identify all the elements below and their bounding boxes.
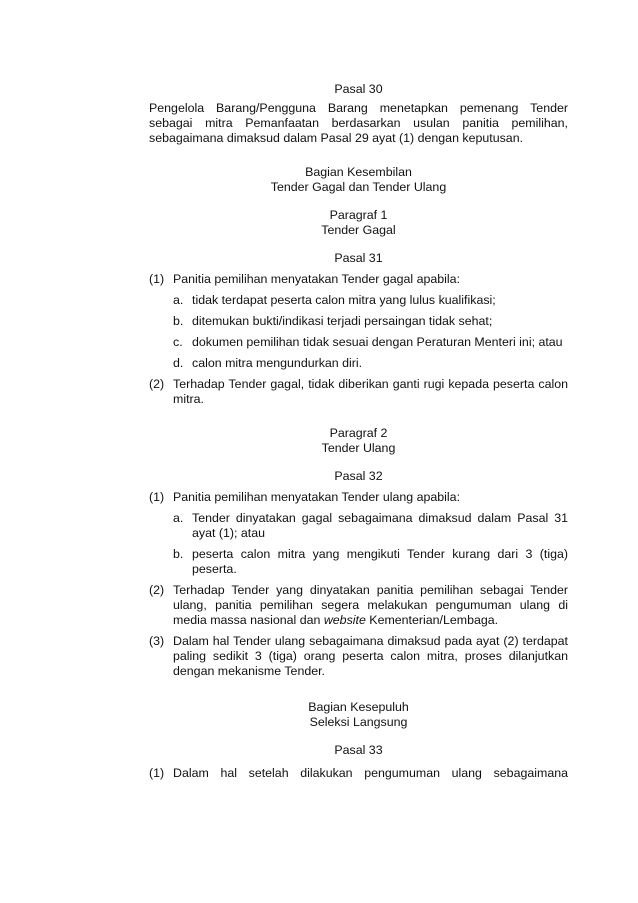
item-text: Panitia pemilihan menyatakan Tender ulang apabila:	[173, 490, 461, 504]
pasal-31-heading: Pasal 31	[334, 251, 383, 265]
subitem-text: peserta calon mitra yang mengikuti Tender kurang dari 3 (tiga) peserta.	[192, 547, 568, 576]
pasal-32-heading: Pasal 32	[334, 469, 383, 483]
item-text: Terhadap Tender gagal, tidak diberikan ganti rugi kepada peserta calon mitra.	[173, 377, 568, 406]
paragraf-2-title: Tender Ulang	[321, 441, 396, 455]
item-number: (2)	[149, 377, 165, 391]
subitem-text: tidak terdapat peserta calon mitra yang lulus kualifikasi;	[192, 293, 496, 307]
pasal-32-subitem-a	[149, 511, 568, 541]
item-text: Dalam hal setelah dilakukan pengumuman ulang sebagaimana	[173, 766, 568, 780]
subitem-letter: a.	[173, 511, 184, 525]
bagian-kesembilan	[149, 165, 568, 195]
bagian-10-title: Seleksi Langsung	[309, 715, 408, 729]
item-text	[173, 583, 568, 628]
item-number: (1)	[149, 490, 165, 504]
paragraf-2	[149, 426, 568, 456]
item-text: Panitia pemilihan menyatakan Tender gagal apabila:	[173, 272, 461, 286]
bagian-kesepuluh	[149, 700, 568, 730]
bagian-9-title: Tender Gagal dan Tender Ulang	[270, 180, 447, 194]
pasal-31-item-1	[149, 272, 568, 287]
pasal-33-item-1	[149, 766, 568, 781]
subitem-letter: b.	[173, 314, 184, 328]
subitem-text: calon mitra mengundurkan diri.	[192, 356, 363, 370]
subitem-letter: b.	[173, 547, 184, 561]
pasal-33-heading: Pasal 33	[334, 743, 383, 757]
paragraf-1-title: Tender Gagal	[321, 223, 396, 237]
bagian-9-label: Bagian Kesembilan	[305, 165, 412, 179]
pasal-31-subitem-c	[149, 335, 568, 350]
pasal-31-subitem-b	[149, 314, 568, 329]
item-text-end: Kementerian/Lembaga.	[365, 613, 499, 627]
item-number: (1)	[149, 766, 165, 780]
pasal-31-subitem-d	[149, 356, 568, 371]
subitem-letter: a.	[173, 293, 184, 307]
website-term: website	[323, 613, 366, 627]
pasal-31-item-2	[149, 377, 568, 407]
paragraf-2-label: Paragraf 2	[329, 426, 388, 440]
item-text: Dalam hal Tender ulang sebagaimana dimaksud pada ayat (2) terdapat paling sedikit 3 (tiga) orang peserta calon mitra, proses dilanjutkan dengan mekanisme Tender.	[173, 634, 568, 678]
subitem-text: ditemukan bukti/indikasi terjadi persaingan tidak sehat;	[192, 314, 493, 328]
document-body	[149, 82, 568, 781]
bagian-10-label: Bagian Kesepuluh	[308, 700, 409, 714]
pasal-30-text: Pengelola Barang/Pengguna Barang menetapkan pemenang Tender sebagai mitra Pemanfaatan berdasarkan usulan panitia pemilihan, sebagaimana dimaksud dalam Pasal 29 ayat (1) dengan keputusan.	[149, 101, 568, 145]
subitem-letter: d.	[173, 356, 184, 370]
subitem-text: Tender dinyatakan gagal sebagaimana dimaksud dalam Pasal 31 ayat (1); atau	[192, 511, 568, 540]
item-number: (3)	[149, 634, 165, 648]
pasal-30-heading: Pasal 30	[334, 82, 383, 96]
pasal-31-subitem-a	[149, 293, 568, 308]
subitem-text: dokumen pemilihan tidak sesuai dengan Peraturan Menteri ini; atau	[192, 335, 563, 349]
pasal-32-subitem-b	[149, 547, 568, 577]
subitem-letter: c.	[173, 335, 183, 349]
item-number: (2)	[149, 583, 165, 597]
paragraf-1-label: Paragraf 1	[329, 208, 388, 222]
pasal-32-item-2	[149, 583, 568, 628]
item-number: (1)	[149, 272, 165, 286]
pasal-32-item-3	[149, 634, 568, 679]
paragraf-1	[149, 208, 568, 238]
pasal-32-item-1	[149, 490, 568, 505]
item-text-main: Terhadap Tender yang dinyatakan panitia pemilihan sebagai Tender ulang, panitia pemilihan segera melakukan pengumuman ulang di media massa nasional dan	[173, 583, 568, 627]
